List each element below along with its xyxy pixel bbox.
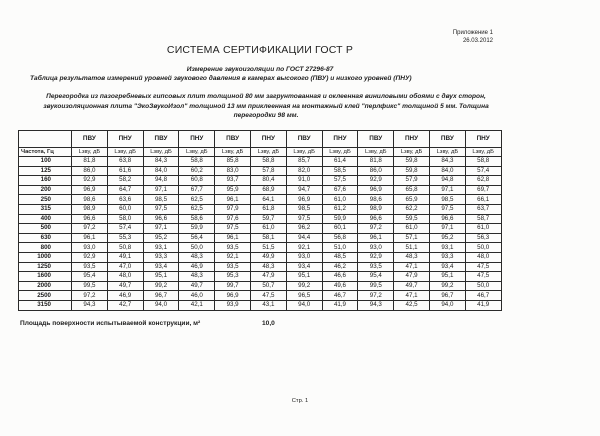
- value-cell: 58,8: [179, 157, 215, 167]
- value-cell: 46,2: [322, 262, 358, 272]
- value-cell: 59,7: [250, 214, 286, 224]
- table-row: [19, 262, 502, 272]
- value-cell: 95,1: [286, 272, 322, 282]
- frequency-cell: 2500: [19, 291, 72, 301]
- value-cell: 58,1: [250, 233, 286, 243]
- value-cell: 56,3: [465, 233, 501, 243]
- value-cell: 96,6: [143, 214, 179, 224]
- value-cell: 57,8: [250, 166, 286, 176]
- table-row: [19, 157, 502, 167]
- value-cell: 86,0: [72, 166, 108, 176]
- value-cell: 95,1: [429, 272, 465, 282]
- table-row: [19, 195, 502, 205]
- value-cell: 92,9: [72, 176, 108, 186]
- value-cell: 96,7: [429, 291, 465, 301]
- column-header: ПВУ: [286, 131, 322, 148]
- value-cell: 84,3: [429, 157, 465, 167]
- value-cell: 94,3: [358, 300, 394, 310]
- value-cell: 48,5: [322, 252, 358, 262]
- value-cell: 94,8: [429, 176, 465, 186]
- frequency-cell: 2000: [19, 281, 72, 291]
- value-cell: 97,5: [215, 224, 251, 234]
- value-cell: 93,1: [429, 243, 465, 253]
- value-cell: 84,3: [143, 157, 179, 167]
- value-cell: 95,4: [72, 272, 108, 282]
- corner-cell: [19, 131, 72, 148]
- value-cell: 95,2: [143, 233, 179, 243]
- area-label: Площадь поверхности испытываемой конструкции, м²: [20, 320, 201, 327]
- value-cell: 50,0: [465, 281, 501, 291]
- unit-header: Lзву, дБ: [250, 148, 286, 157]
- value-cell: 93,0: [286, 252, 322, 262]
- column-header: ПНУ: [394, 131, 430, 148]
- unit-header: Lзву, дБ: [72, 148, 108, 157]
- value-cell: 43,1: [250, 300, 286, 310]
- table-row: [19, 176, 502, 186]
- appendix-date: 26.03.2012: [462, 38, 493, 44]
- value-cell: 50,8: [107, 243, 143, 253]
- unit-header: Lзву, дБ: [215, 148, 251, 157]
- value-cell: 93,5: [72, 262, 108, 272]
- value-cell: 96,9: [286, 195, 322, 205]
- value-cell: 98,9: [358, 204, 394, 214]
- value-cell: 42,7: [107, 300, 143, 310]
- area-value: 10,0: [262, 320, 275, 327]
- value-cell: 80,4: [250, 176, 286, 186]
- value-cell: 96,7: [143, 291, 179, 301]
- value-cell: 97,5: [143, 204, 179, 214]
- value-cell: 63,7: [465, 204, 501, 214]
- appendix-block: [453, 29, 493, 45]
- value-cell: 97,2: [358, 291, 394, 301]
- value-cell: 50,0: [179, 243, 215, 253]
- value-cell: 93,4: [429, 262, 465, 272]
- value-cell: 59,8: [394, 157, 430, 167]
- value-cell: 95,1: [143, 272, 179, 282]
- value-cell: 63,6: [107, 195, 143, 205]
- value-cell: 48,3: [250, 262, 286, 272]
- value-cell: 93,5: [358, 262, 394, 272]
- unit-header: Lзву, дБ: [107, 148, 143, 157]
- value-cell: 94,0: [286, 300, 322, 310]
- unit-header: Lзву, дБ: [322, 148, 358, 157]
- value-cell: 60,8: [179, 176, 215, 186]
- value-cell: 67,7: [179, 185, 215, 195]
- value-cell: 98,6: [358, 195, 394, 205]
- value-cell: 96,9: [72, 185, 108, 195]
- value-cell: 93,4: [143, 262, 179, 272]
- value-cell: 47,0: [107, 262, 143, 272]
- frequency-cell: 315: [19, 204, 72, 214]
- value-cell: 48,0: [107, 272, 143, 282]
- value-cell: 57,5: [322, 176, 358, 186]
- value-cell: 51,5: [250, 243, 286, 253]
- column-header: ПВУ: [358, 131, 394, 148]
- value-cell: 92,1: [286, 243, 322, 253]
- value-cell: 46,6: [322, 272, 358, 282]
- table-row: [19, 204, 502, 214]
- value-cell: 97,2: [72, 291, 108, 301]
- value-cell: 59,9: [322, 214, 358, 224]
- value-cell: 49,7: [179, 281, 215, 291]
- value-cell: 58,7: [465, 214, 501, 224]
- value-cell: 99,2: [429, 281, 465, 291]
- frequency-cell: 500: [19, 224, 72, 234]
- value-cell: 47,5: [465, 262, 501, 272]
- value-cell: 50,0: [465, 243, 501, 253]
- table-row: [19, 281, 502, 291]
- value-cell: 96,9: [215, 291, 251, 301]
- value-cell: 56,8: [322, 233, 358, 243]
- unit-header: Lзву, дБ: [394, 148, 430, 157]
- value-cell: 93,5: [215, 243, 251, 253]
- value-cell: 60,0: [107, 204, 143, 214]
- value-cell: 95,4: [358, 272, 394, 282]
- value-cell: 92,9: [358, 252, 394, 262]
- value-cell: 64,1: [250, 195, 286, 205]
- value-cell: 41,9: [465, 300, 501, 310]
- value-cell: 57,4: [107, 224, 143, 234]
- value-cell: 97,2: [72, 224, 108, 234]
- value-cell: 62,5: [179, 195, 215, 205]
- value-cell: 98,5: [286, 204, 322, 214]
- value-cell: 48,3: [179, 272, 215, 282]
- value-cell: 99,2: [286, 281, 322, 291]
- value-cell: 93,3: [143, 252, 179, 262]
- unit-header: Lзву, дБ: [465, 148, 501, 157]
- value-cell: 49,7: [394, 281, 430, 291]
- value-cell: 97,5: [429, 204, 465, 214]
- page-number: Стр. 1: [291, 398, 309, 404]
- table-row: [19, 243, 502, 253]
- value-cell: 95,9: [215, 185, 251, 195]
- column-header: ПНУ: [322, 131, 358, 148]
- header-row: [19, 131, 502, 148]
- value-cell: 60,1: [322, 224, 358, 234]
- frequency-cell: 3150: [19, 300, 72, 310]
- value-cell: 51,1: [394, 243, 430, 253]
- column-header: ПНУ: [179, 131, 215, 148]
- value-cell: 94,3: [72, 300, 108, 310]
- value-cell: 98,5: [429, 195, 465, 205]
- value-cell: 84,0: [429, 166, 465, 176]
- value-cell: 97,1: [143, 185, 179, 195]
- value-cell: 46,9: [107, 291, 143, 301]
- table-row: [19, 252, 502, 262]
- column-header: ПВУ: [215, 131, 251, 148]
- value-cell: 99,5: [72, 281, 108, 291]
- value-cell: 48,0: [465, 252, 501, 262]
- value-cell: 47,1: [394, 291, 430, 301]
- value-cell: 48,3: [394, 252, 430, 262]
- frequency-cell: 250: [19, 195, 72, 205]
- value-cell: 49,1: [107, 252, 143, 262]
- value-cell: 97,6: [215, 214, 251, 224]
- value-cell: 41,9: [322, 300, 358, 310]
- results-table: [18, 130, 502, 311]
- value-cell: 47,5: [250, 291, 286, 301]
- value-cell: 49,9: [250, 252, 286, 262]
- value-cell: 93,5: [215, 262, 251, 272]
- unit-row: [19, 148, 502, 157]
- column-header: ПВУ: [143, 131, 179, 148]
- value-cell: 46,7: [322, 291, 358, 301]
- value-cell: 46,7: [465, 291, 501, 301]
- value-cell: 93,7: [215, 176, 251, 186]
- value-cell: 94,8: [143, 176, 179, 186]
- table-row: [19, 185, 502, 195]
- value-cell: 64,7: [107, 185, 143, 195]
- value-cell: 62,5: [179, 204, 215, 214]
- value-cell: 95,3: [215, 272, 251, 282]
- unit-header: Lзву, дБ: [179, 148, 215, 157]
- value-cell: 94,4: [286, 233, 322, 243]
- value-cell: 58,6: [179, 214, 215, 224]
- value-cell: 93,9: [215, 300, 251, 310]
- page-title: СИСТЕМА СЕРТИФИКАЦИИ ГОСТ Р: [166, 44, 354, 56]
- value-cell: 62,2: [394, 204, 430, 214]
- unit-header: Lзву, дБ: [429, 148, 465, 157]
- value-cell: 57,4: [465, 166, 501, 176]
- frequency-cell: 125: [19, 166, 72, 176]
- value-cell: 96,5: [286, 291, 322, 301]
- frequency-cell: 1600: [19, 272, 72, 282]
- column-header: ПНУ: [465, 131, 501, 148]
- table-row: [19, 291, 502, 301]
- value-cell: 61,4: [322, 157, 358, 167]
- value-cell: 99,5: [358, 281, 394, 291]
- value-cell: 91,0: [286, 176, 322, 186]
- frequency-cell: 100: [19, 157, 72, 167]
- value-cell: 86,0: [358, 166, 394, 176]
- value-cell: 55,3: [107, 233, 143, 243]
- value-cell: 99,7: [215, 281, 251, 291]
- value-cell: 66,1: [465, 195, 501, 205]
- unit-header: Lзву, дБ: [143, 148, 179, 157]
- value-cell: 65,8: [394, 185, 430, 195]
- value-cell: 92,9: [358, 176, 394, 186]
- value-cell: 67,6: [322, 185, 358, 195]
- value-cell: 97,9: [215, 204, 251, 214]
- value-cell: 93,4: [286, 262, 322, 272]
- value-cell: 92,9: [72, 252, 108, 262]
- value-cell: 50,7: [250, 281, 286, 291]
- value-cell: 59,8: [394, 166, 430, 176]
- value-cell: 60,2: [179, 166, 215, 176]
- value-cell: 98,6: [72, 195, 108, 205]
- unit-header: Lзву, дБ: [286, 148, 322, 157]
- value-cell: 61,2: [322, 204, 358, 214]
- value-cell: 98,5: [143, 195, 179, 205]
- table-row: [19, 272, 502, 282]
- value-cell: 81,8: [72, 157, 108, 167]
- unit-header: Lзву, дБ: [358, 148, 394, 157]
- frequency-cell: 1250: [19, 262, 72, 272]
- value-cell: 94,0: [143, 300, 179, 310]
- value-cell: 57,1: [394, 233, 430, 243]
- value-cell: 61,0: [322, 195, 358, 205]
- value-cell: 61,0: [250, 224, 286, 234]
- frequency-cell: 800: [19, 243, 72, 253]
- value-cell: 69,7: [465, 185, 501, 195]
- value-cell: 58,8: [250, 157, 286, 167]
- value-cell: 97,5: [286, 214, 322, 224]
- frequency-cell: 1000: [19, 252, 72, 262]
- value-cell: 96,1: [215, 195, 251, 205]
- value-cell: 96,1: [215, 233, 251, 243]
- value-cell: 49,7: [107, 281, 143, 291]
- value-cell: 57,9: [394, 176, 430, 186]
- value-cell: 96,6: [429, 214, 465, 224]
- value-cell: 96,9: [358, 185, 394, 195]
- value-cell: 61,6: [107, 166, 143, 176]
- appendix-label: Приложение 1: [452, 30, 493, 36]
- value-cell: 46,9: [179, 262, 215, 272]
- value-cell: 97,2: [358, 224, 394, 234]
- value-cell: 99,2: [143, 281, 179, 291]
- measurement-standard: Измерение звукоизоляции по ГОСТ 27296-87: [186, 66, 334, 73]
- table-row: [19, 166, 502, 176]
- value-cell: 51,0: [322, 243, 358, 253]
- value-cell: 93,3: [429, 252, 465, 262]
- value-cell: 83,0: [215, 166, 251, 176]
- value-cell: 81,8: [358, 157, 394, 167]
- value-cell: 98,9: [72, 204, 108, 214]
- value-cell: 97,1: [143, 224, 179, 234]
- value-cell: 42,5: [394, 300, 430, 310]
- frequency-cell: 200: [19, 185, 72, 195]
- value-cell: 59,9: [179, 224, 215, 234]
- frequency-header: Частота, Гц: [19, 148, 72, 157]
- value-cell: 58,8: [465, 157, 501, 167]
- value-cell: 59,5: [394, 214, 430, 224]
- table-row: [19, 214, 502, 224]
- value-cell: 96,1: [72, 233, 108, 243]
- column-header: ПНУ: [250, 131, 286, 148]
- value-cell: 58,0: [107, 214, 143, 224]
- value-cell: 42,1: [179, 300, 215, 310]
- value-cell: 58,2: [107, 176, 143, 186]
- value-cell: 61,8: [250, 204, 286, 214]
- frequency-cell: 630: [19, 233, 72, 243]
- partition-description: Перегородка из пазогребневых гипсовых плит толщиной 80 мм загрунтованная и оклеенная виниловыми обоями с двух сторон, звукоизоляционная плита "ЭкоЗвукоИзол" толщиной 13 мм приклеенная на монтажный клей "перлфикс" толщиной 5 мм. Толщина перегородки 98 мм.: [43, 93, 489, 119]
- value-cell: 94,7: [286, 185, 322, 195]
- value-cell: 61,0: [394, 224, 430, 234]
- value-cell: 92,1: [215, 252, 251, 262]
- value-cell: 68,9: [250, 185, 286, 195]
- value-cell: 82,0: [286, 166, 322, 176]
- value-cell: 62,8: [465, 176, 501, 186]
- value-cell: 96,6: [72, 214, 108, 224]
- value-cell: 47,1: [394, 262, 430, 272]
- value-cell: 96,6: [358, 214, 394, 224]
- column-header: ПВУ: [72, 131, 108, 148]
- value-cell: 93,0: [358, 243, 394, 253]
- table-row: [19, 224, 502, 234]
- value-cell: 56,4: [179, 233, 215, 243]
- column-header: ПНУ: [107, 131, 143, 148]
- table-row: [19, 300, 502, 310]
- value-cell: 96,2: [286, 224, 322, 234]
- table-row: [19, 233, 502, 243]
- value-cell: 84,0: [143, 166, 179, 176]
- value-cell: 58,5: [322, 166, 358, 176]
- frequency-cell: 400: [19, 214, 72, 224]
- value-cell: 93,0: [72, 243, 108, 253]
- value-cell: 47,5: [465, 272, 501, 282]
- value-cell: 97,1: [429, 224, 465, 234]
- table-title: Таблица результатов измерений уровней звукового давления в камерах высокого (ПВУ) и низкого уровней (ПНУ): [30, 75, 412, 82]
- value-cell: 48,3: [179, 252, 215, 262]
- column-header: ПВУ: [429, 131, 465, 148]
- value-cell: 85,8: [215, 157, 251, 167]
- value-cell: 65,9: [394, 195, 430, 205]
- value-cell: 63,8: [107, 157, 143, 167]
- value-cell: 96,1: [358, 233, 394, 243]
- value-cell: 93,1: [143, 243, 179, 253]
- value-cell: 94,0: [429, 300, 465, 310]
- value-cell: 97,1: [429, 185, 465, 195]
- value-cell: 95,2: [429, 233, 465, 243]
- value-cell: 46,0: [179, 291, 215, 301]
- value-cell: 49,6: [322, 281, 358, 291]
- value-cell: 61,0: [465, 224, 501, 234]
- value-cell: 47,9: [394, 272, 430, 282]
- frequency-cell: 160: [19, 176, 72, 186]
- value-cell: 85,7: [286, 157, 322, 167]
- value-cell: 47,9: [250, 272, 286, 282]
